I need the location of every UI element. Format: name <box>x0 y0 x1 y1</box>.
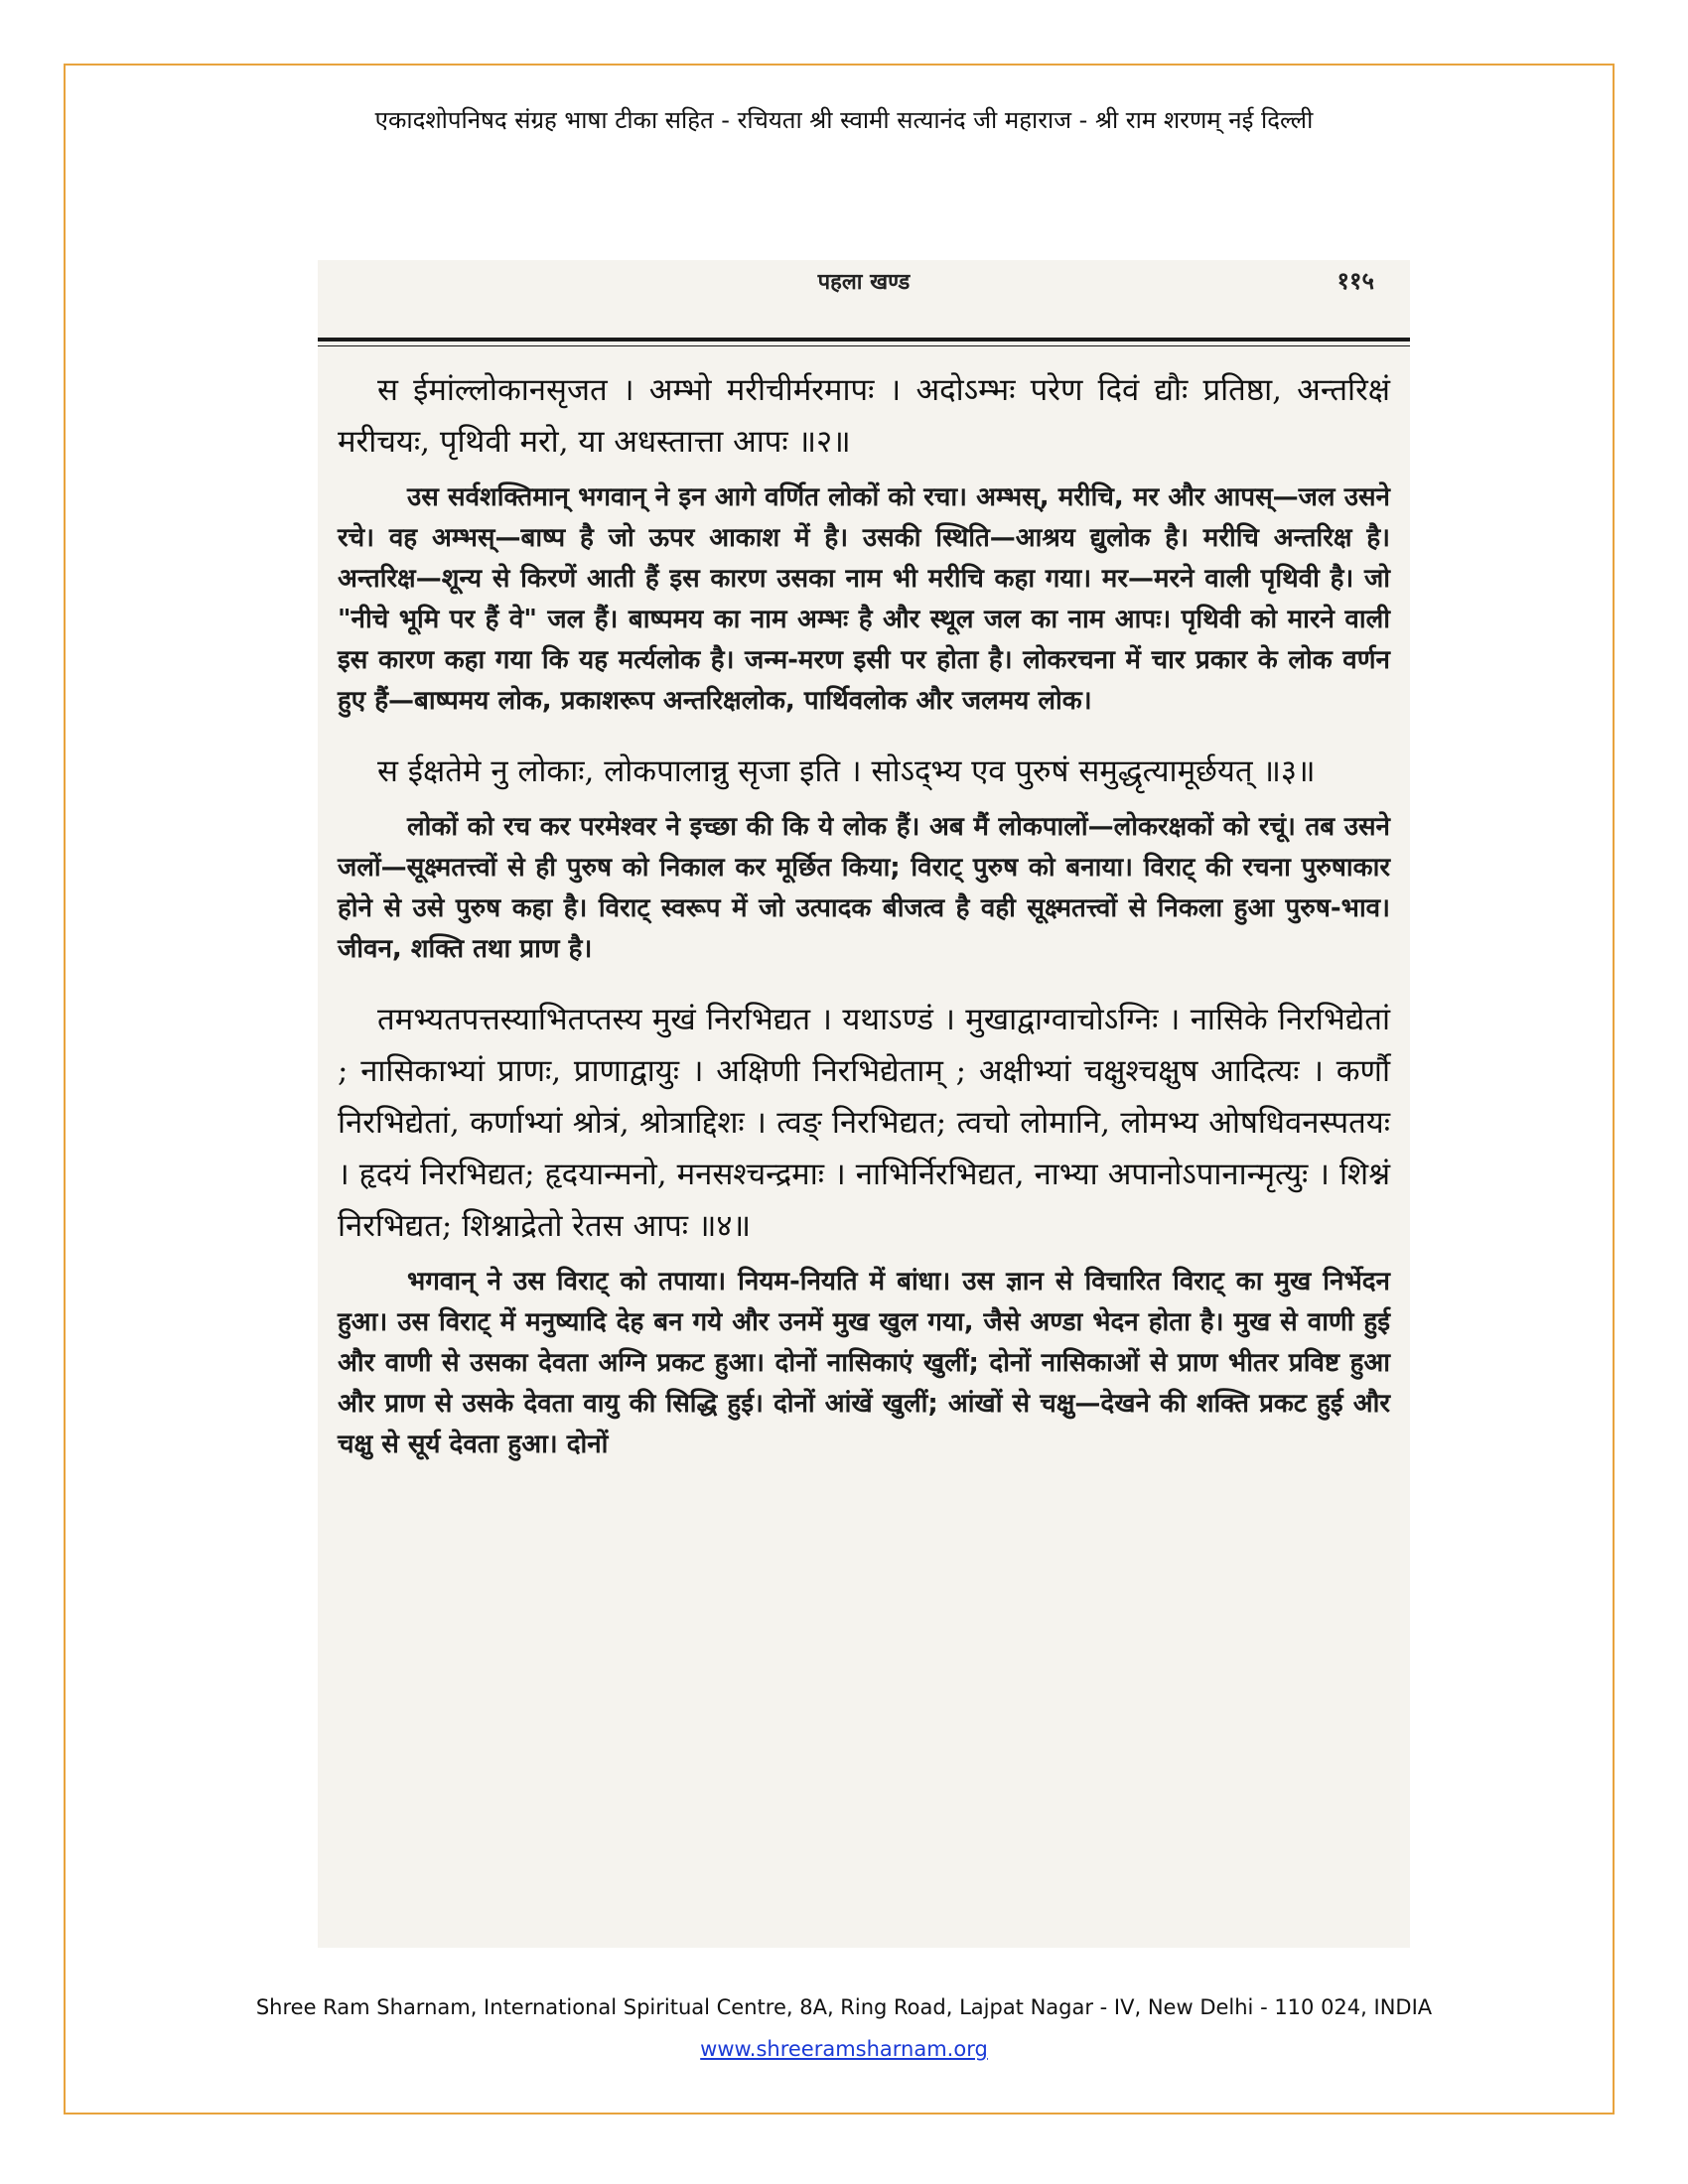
page-header: एकादशोपनिषद संग्रह भाषा टीका सहित - रचियता श्री स्वामी सत्यानंद जी महाराज - श्री राम शरणम् नई दिल्ली <box>374 106 1314 134</box>
website-link[interactable]: www.shreeramsharnam.org <box>700 2037 988 2061</box>
running-header <box>318 260 1410 310</box>
commentary-2: उस सर्वशक्तिमान् भगवान् ने इन आगे वर्णित लोकों को रचा। अम्भस्, मरीचि, मर और आपस्—जल उसने रचे। वह अम्भस्—बाष्प है जो ऊपर आकाश में है। उसकी स्थिति—आश्रय द्युलोक है। मरीचि अन्तरिक्ष है। अन्तरिक्ष—शून्य से किरणें आती हैं इस कारण उसका नाम भी मरीचि कहा गया। मर—मरने वाली पृथिवी है। जो "नीचे भूमि पर हैं वे" जल हैं। बाष्पमय का नाम अम्भः है और स्थूल जल का नाम आपः। पृथिवी को मारने वाली इस कारण कहा गया कि यह मर्त्यलोक है। जन्म-मरण इसी पर होता है। लोकरचना में चार प्रकार के लोक वर्णन हुए हैं—बाष्पमय लोक, प्रकाशरूप अन्तरिक्षलोक, पार्थिवलोक और जलमय लोक। <box>338 482 1390 716</box>
footer-address: Shree Ram Sharnam, International Spiritual Centre, 8A, Ring Road, Lajpat Nagar - IV, New Delhi - 110 024, INDIA <box>255 1995 1433 2019</box>
header-rule-thick <box>318 338 1410 341</box>
running-title: पहला खण्ड <box>817 270 911 295</box>
header-rule-thin <box>318 345 1410 346</box>
commentary-3: लोकों को रच कर परमेश्वर ने इच्छा की कि ये लोक हैं। अब मैं लोकपालों—लोकरक्षकों को रचूं। तब उसने जलों—सूक्ष्मतत्त्वों से ही पुरुष को निकाल कर मूर्छित किया; विराट् पुरुष को बनाया। विराट् की रचना पुरुषाकार होने से उसे पुरुष कहा है। विराट् स्वरूप में जो उत्पादक बीजत्व है वही सूक्ष्मतत्त्वों से निकला हुआ पुरुष-भाव। जीवन, शक्ति तथा प्राण है। <box>338 812 1390 964</box>
page-number: ११५ <box>1336 267 1374 295</box>
footer-link-wrapper <box>0 2037 1688 2061</box>
page-content <box>338 364 1390 1489</box>
verse-3: स ईक्षतेमे नु लोकाः, लोकपालान्नु सृजा इति । सोऽद्भ्य एव पुरुषं समुद्धृत्यामूर्छयत् ॥३॥ <box>377 753 1316 789</box>
commentary-4: भगवान् ने उस विराट् को तपाया। नियम-नियति में बांधा। उस ज्ञान से विचारित विराट् का मुख निर्भेदन हुआ। उस विराट् में मनुष्यादि देह बन गये और उनमें मुख खुल गया, जैसे अण्डा भेदन होता है। मुख से वाणी हुई और वाणी से उसका देवता अग्नि प्रकट हुआ। दोनों नासिकाएं खुलीं; दोनों नासिकाओं से प्राण भीतर प्रविष्ट हुआ और प्राण से उसके देवता वायु की सिद्धि हुई। दोनों आंखें खुलीं; आंखों से चक्षु—देखने की शक्ति प्रकट हुई और चक्षु से सूर्य देवता हुआ। दोनों <box>338 1267 1390 1459</box>
verse-4: तमभ्यतपत्तस्याभितप्तस्य मुखं निरभिद्यत । यथाऽण्डं । मुखाद्वाग्वाचोऽग्निः । नासिके निरभिद्येतां ; नासिकाभ्यां प्राणः, प्राणाद्वायुः । अक्षिणी निरभिद्येताम् ; अक्षीभ्यां चक्षुश्चक्षुष आदित्यः । कर्णौ निरभिद्येतां, कर्णाभ्यां श्रोत्रं, श्रोत्राद्दिशः । त्वङ् निरभिद्यत; त्वचो लोमानि, लोमभ्य ओषधिवनस्पतयः । हृदयं निरभिद्यत; हृदयान्मनो, मनसश्चन्द्रमाः । नाभिर्निरभिद्यत, नाभ्या अपानोऽपानान्मृत्युः । शिश्नं निरभिद्यत; शिश्नाद्रेतो रेतस आपः ॥४॥ <box>338 1002 1390 1244</box>
scanned-page <box>318 260 1410 1948</box>
verse-2: स ईमांल्लोकानसृजत । अम्भो मरीचीर्मरमापः । अदोऽम्भः परेण दिवं द्यौः प्रतिष्ठा, अन्तरिक्षं मरीचयः, पृथिवी मरो, या अधस्तात्ता आपः ॥२॥ <box>338 372 1390 460</box>
